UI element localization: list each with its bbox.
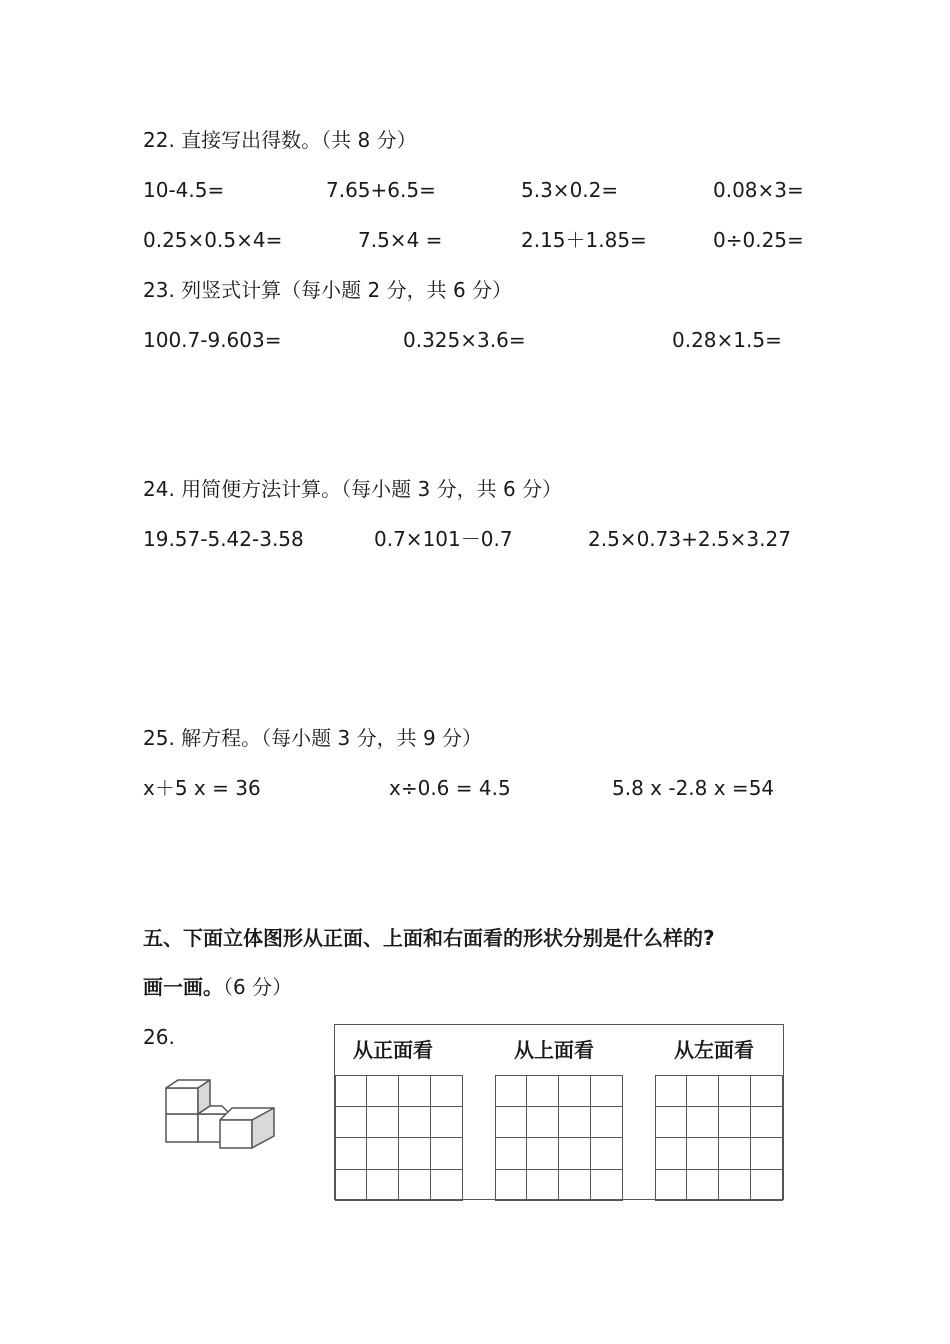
- grid-cell[interactable]: [751, 1107, 783, 1139]
- grid-cell[interactable]: [495, 1138, 527, 1170]
- grid-cell[interactable]: [431, 1075, 463, 1107]
- cube-figure: [160, 1076, 280, 1156]
- q23-row: [143, 327, 843, 353]
- q25-item: x＋5 x = 36: [143, 776, 261, 800]
- grid-cell[interactable]: [751, 1075, 783, 1107]
- q24-item: 2.5×0.73+2.5×3.27: [588, 527, 791, 551]
- q22-title: 22. 直接写出得数。（共 8 分）: [143, 128, 417, 152]
- left-view-grid[interactable]: [655, 1075, 783, 1201]
- grid-cell[interactable]: [687, 1138, 719, 1170]
- grid-cell[interactable]: [559, 1107, 591, 1139]
- grid-cell[interactable]: [559, 1170, 591, 1202]
- q22-item: 5.3×0.2=: [521, 178, 619, 202]
- front-view-grid[interactable]: [335, 1075, 463, 1201]
- q25-item: 5.8 x -2.8 x =54: [612, 776, 775, 800]
- top-view-label: 从上面看: [514, 1038, 594, 1062]
- grid-cell[interactable]: [719, 1138, 751, 1170]
- grid-cell[interactable]: [495, 1170, 527, 1202]
- q23-item: 100.7-9.603=: [143, 328, 282, 352]
- q24-row: [143, 526, 843, 552]
- grid-cell[interactable]: [687, 1107, 719, 1139]
- grid-cell[interactable]: [335, 1107, 367, 1139]
- grid-cell[interactable]: [335, 1138, 367, 1170]
- q23-title: 23. 列竖式计算（每小题 2 分，共 6 分）: [143, 278, 513, 302]
- grid-cell[interactable]: [431, 1107, 463, 1139]
- q25-title: 25. 解方程。（每小题 3 分，共 9 分）: [143, 726, 483, 750]
- grid-cell[interactable]: [495, 1075, 527, 1107]
- grid-cell[interactable]: [335, 1170, 367, 1202]
- grid-cell[interactable]: [655, 1170, 687, 1202]
- grid-cell[interactable]: [431, 1138, 463, 1170]
- grid-cell[interactable]: [591, 1170, 623, 1202]
- section5-title: 五、下面立体图形从正面、上面和右面看的形状分别是什么样的?: [143, 926, 715, 950]
- q22-item: 0.08×3=: [713, 178, 804, 202]
- grid-cell[interactable]: [367, 1138, 399, 1170]
- q22-item: 10-4.5=: [143, 178, 225, 202]
- grid-cell[interactable]: [367, 1107, 399, 1139]
- grid-cell[interactable]: [751, 1170, 783, 1202]
- q22-item: 7.5×4 =: [358, 228, 443, 252]
- views-drawing-panel: [334, 1024, 784, 1200]
- q23-item: 0.325×3.6=: [403, 328, 526, 352]
- q23-item: 0.28×1.5=: [672, 328, 782, 352]
- grid-cell[interactable]: [655, 1138, 687, 1170]
- grid-cell[interactable]: [527, 1075, 559, 1107]
- q25-item: x÷0.6 = 4.5: [389, 776, 511, 800]
- section5-points: （6 分）: [223, 975, 293, 999]
- grid-cell[interactable]: [527, 1138, 559, 1170]
- grid-cell[interactable]: [751, 1138, 783, 1170]
- grid-cell[interactable]: [655, 1075, 687, 1107]
- grid-cell[interactable]: [399, 1075, 431, 1107]
- q22-item: 0.25×0.5×4=: [143, 228, 283, 252]
- q24-item: 0.7×101－0.7: [374, 527, 513, 551]
- section5-instruction: 画一画。: [143, 975, 223, 999]
- grid-cell[interactable]: [591, 1107, 623, 1139]
- grid-cell[interactable]: [431, 1170, 463, 1202]
- front-view-label: 从正面看: [353, 1038, 433, 1062]
- left-view-label: 从左面看: [674, 1038, 754, 1062]
- q22-item: 7.65+6.5=: [326, 178, 436, 202]
- grid-cell[interactable]: [719, 1107, 751, 1139]
- q26-number: 26.: [143, 1025, 175, 1049]
- grid-cell[interactable]: [399, 1170, 431, 1202]
- grid-cell[interactable]: [655, 1107, 687, 1139]
- q22-row-2: [143, 227, 843, 253]
- grid-cell[interactable]: [719, 1075, 751, 1107]
- grid-cell[interactable]: [399, 1107, 431, 1139]
- grid-cell[interactable]: [559, 1138, 591, 1170]
- grid-cell[interactable]: [719, 1170, 751, 1202]
- grid-cell[interactable]: [367, 1075, 399, 1107]
- grid-cell[interactable]: [495, 1107, 527, 1139]
- q25-row: [143, 775, 843, 801]
- q22-row-1: [143, 177, 843, 203]
- q24-item: 19.57-5.42-3.58: [143, 527, 304, 551]
- grid-cell[interactable]: [399, 1138, 431, 1170]
- grid-cell[interactable]: [591, 1075, 623, 1107]
- grid-cell[interactable]: [559, 1075, 591, 1107]
- section5-subtitle: [143, 974, 292, 1000]
- q22-item: 0÷0.25=: [713, 228, 804, 252]
- grid-cell[interactable]: [527, 1170, 559, 1202]
- grid-cell[interactable]: [527, 1107, 559, 1139]
- grid-cell[interactable]: [335, 1075, 367, 1107]
- q24-title: 24. 用简便方法计算。（每小题 3 分，共 6 分）: [143, 477, 563, 501]
- q22-item: 2.15＋1.85=: [521, 228, 647, 252]
- grid-cell[interactable]: [591, 1138, 623, 1170]
- grid-cell[interactable]: [687, 1075, 719, 1107]
- grid-cell[interactable]: [367, 1170, 399, 1202]
- grid-cell[interactable]: [687, 1170, 719, 1202]
- top-view-grid[interactable]: [495, 1075, 623, 1201]
